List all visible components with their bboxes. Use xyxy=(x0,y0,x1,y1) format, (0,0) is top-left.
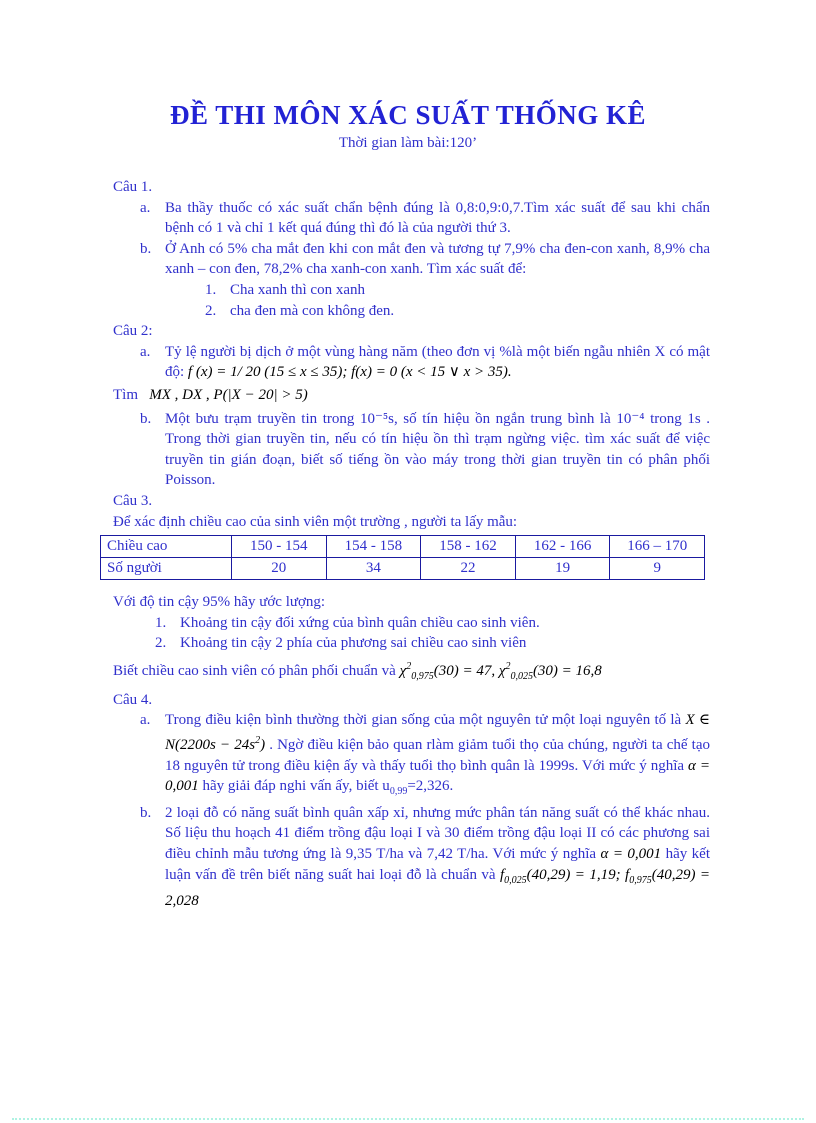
cau1-subitem-2-text: cha đen mà con không đen. xyxy=(230,302,395,319)
table-cell: 34 xyxy=(326,558,421,580)
page-subtitle: Thời gian làm bài:120’ xyxy=(338,135,478,151)
table-row xyxy=(101,558,705,580)
cau3-subitem-1-text: Khoảng tin cậy đối xứng của bình quân chiều cao sinh viên. xyxy=(180,614,540,631)
cau3-note: Biết chiều cao sinh viên có phân phối chuẩn và $\chi^2_{0,975}(30) = 47$, $\chi^2_{0,025}(30) = 16,8$ xyxy=(113,660,602,682)
list-marker: 1. xyxy=(205,281,217,298)
table-cell: 162 - 166 xyxy=(515,536,610,558)
cau3-subitem-1 xyxy=(155,613,710,634)
list-marker: 2. xyxy=(205,302,217,319)
cau1-item-b xyxy=(140,239,710,280)
cau3-post: Với độ tin cậy 95% hãy ước lượng: xyxy=(113,594,326,611)
cau3-label: Câu 3. xyxy=(113,492,153,509)
cau2-item-a xyxy=(140,342,710,383)
cau1-subitem-2 xyxy=(205,301,710,322)
cau3-subitem-2 xyxy=(155,633,710,654)
exam-body xyxy=(107,177,711,912)
list-marker: b. xyxy=(140,410,152,427)
cau3-subitem-2-text: Khoảng tin cậy 2 phía của phương sai chiều cao sinh viên xyxy=(180,635,527,652)
table-cell: 166 – 170 xyxy=(610,536,705,558)
height-frequency-table xyxy=(100,535,705,580)
list-marker: b. xyxy=(140,240,152,257)
cau2-tim-line: Tìm MX , DX , P(|X − 20| > 5) xyxy=(113,386,308,403)
table-cell: Chiều cao xyxy=(101,536,232,558)
page-bottom-dotted-line xyxy=(12,1118,804,1120)
cau1-subitem-1-text: Cha xanh thì con xanh xyxy=(230,281,365,298)
cau2-label: Câu 2: xyxy=(113,323,153,340)
cau2-item-b-text: Một bưu trạm truyền tin trong 10⁻⁵s, số tín hiệu ồn ngắn trung bình là 10⁻⁴ trong 1s . Trong thời gian truyền tin, nếu có tín hiệu ồn thì trạm ngừng việc. tìm xác suất để việc truyền tin gián đoạn, biết số tiếng ồn vào máy trong thời gian truyền tin có phân phối Poisson. xyxy=(165,410,710,489)
cau4-item-b xyxy=(140,803,710,912)
cau4-item-a-text: Trong điều kiện bình thường thời gian sống của một nguyên tử một loại nguyên tố là X ∈ $N(2200s - 24s^2)$ . Ngờ điều kiện bảo quan rlàm giảm tuổi thọ của chúng, người ta chế tạo 18 nguyên tử trong điều kiện ấy và thấy tuổi thọ bình quân là 1999s. Với mức ý nghĩa α = 0,001 hãy giải đáp nghi vấn ấy, biết $u_{0,99}=2,326$. xyxy=(165,712,710,798)
table-cell: 158 - 162 xyxy=(421,536,516,558)
cau2-item-b xyxy=(140,409,710,491)
cau1-label: Câu 1. xyxy=(113,179,153,195)
cau1-subitem-1 xyxy=(205,280,710,301)
list-marker: 1. xyxy=(155,614,167,631)
cau4-item-b-text: 2 loại đỗ có năng suất bình quân xấp xỉ, nhưng mức phân tán năng suất có thể khác nhau. Số liệu thu hoạch 41 điểm trồng đậu loại I và 30 điểm trồng đậu loại II có các phương sai điều chỉnh mẫu tương ứng là 9,35 T/ha và 7,42 T/ha. Với mức ý nghĩa α = 0,001 hãy kết luận vấn đề trên biết năng suất hai loại đỗ là chuẩn và $f_{0,025}(40,29) = 1,19$; $f_{0,975}(40,29) = 2,028$ xyxy=(165,804,711,910)
list-marker: b. xyxy=(140,804,152,821)
list-marker: a. xyxy=(140,199,151,216)
cau3-intro: Để xác định chiều cao của sinh viên một trường , người ta lấy mẫu: xyxy=(113,513,518,530)
table-cell: Số người xyxy=(101,558,232,580)
page-title: ĐỀ THI MÔN XÁC SUẤT THỐNG KÊ xyxy=(169,100,647,130)
list-marker: a. xyxy=(140,343,151,360)
cau4-label: Câu 4. xyxy=(113,691,153,708)
table-cell: 150 - 154 xyxy=(232,536,327,558)
table-cell: 19 xyxy=(515,558,610,580)
cau1-item-a xyxy=(140,198,710,239)
list-marker: 2. xyxy=(155,635,167,652)
cau4-item-a xyxy=(140,710,710,802)
table-cell: 9 xyxy=(610,558,705,580)
cau1-item-a-text: Ba thầy thuốc có xác suất chẩn bệnh đúng là 0,8:0,9:0,7.Tìm xác suất để sau khi chẩn bệnh có 1 và chỉ 1 kết quá đúng thì đó là của người thứ 3. xyxy=(165,199,710,237)
table-cell: 20 xyxy=(232,558,327,580)
cau2-item-a-text: Tỷ lệ người bị dịch ở một vùng hàng năm (theo đơn vị %là một biến ngẫu nhiên X có mật độ: f (x) = 1/ 20 (15 ≤ x ≤ 35); f(x) = 0 (x < 15 ∨ x > 35). xyxy=(165,343,710,381)
list-marker: a. xyxy=(140,712,151,729)
cau1-item-b-text: Ở Anh có 5% cha mắt đen khi con mắt đen và tương tự 7,9% cha đen-con xanh, 8,9% cha xanh – con đen, 78,2% cha xanh-con xanh. Tìm xác suất để: xyxy=(165,240,710,278)
table-cell: 154 - 158 xyxy=(326,536,421,558)
table-row xyxy=(101,536,705,558)
table-cell: 22 xyxy=(421,558,516,580)
